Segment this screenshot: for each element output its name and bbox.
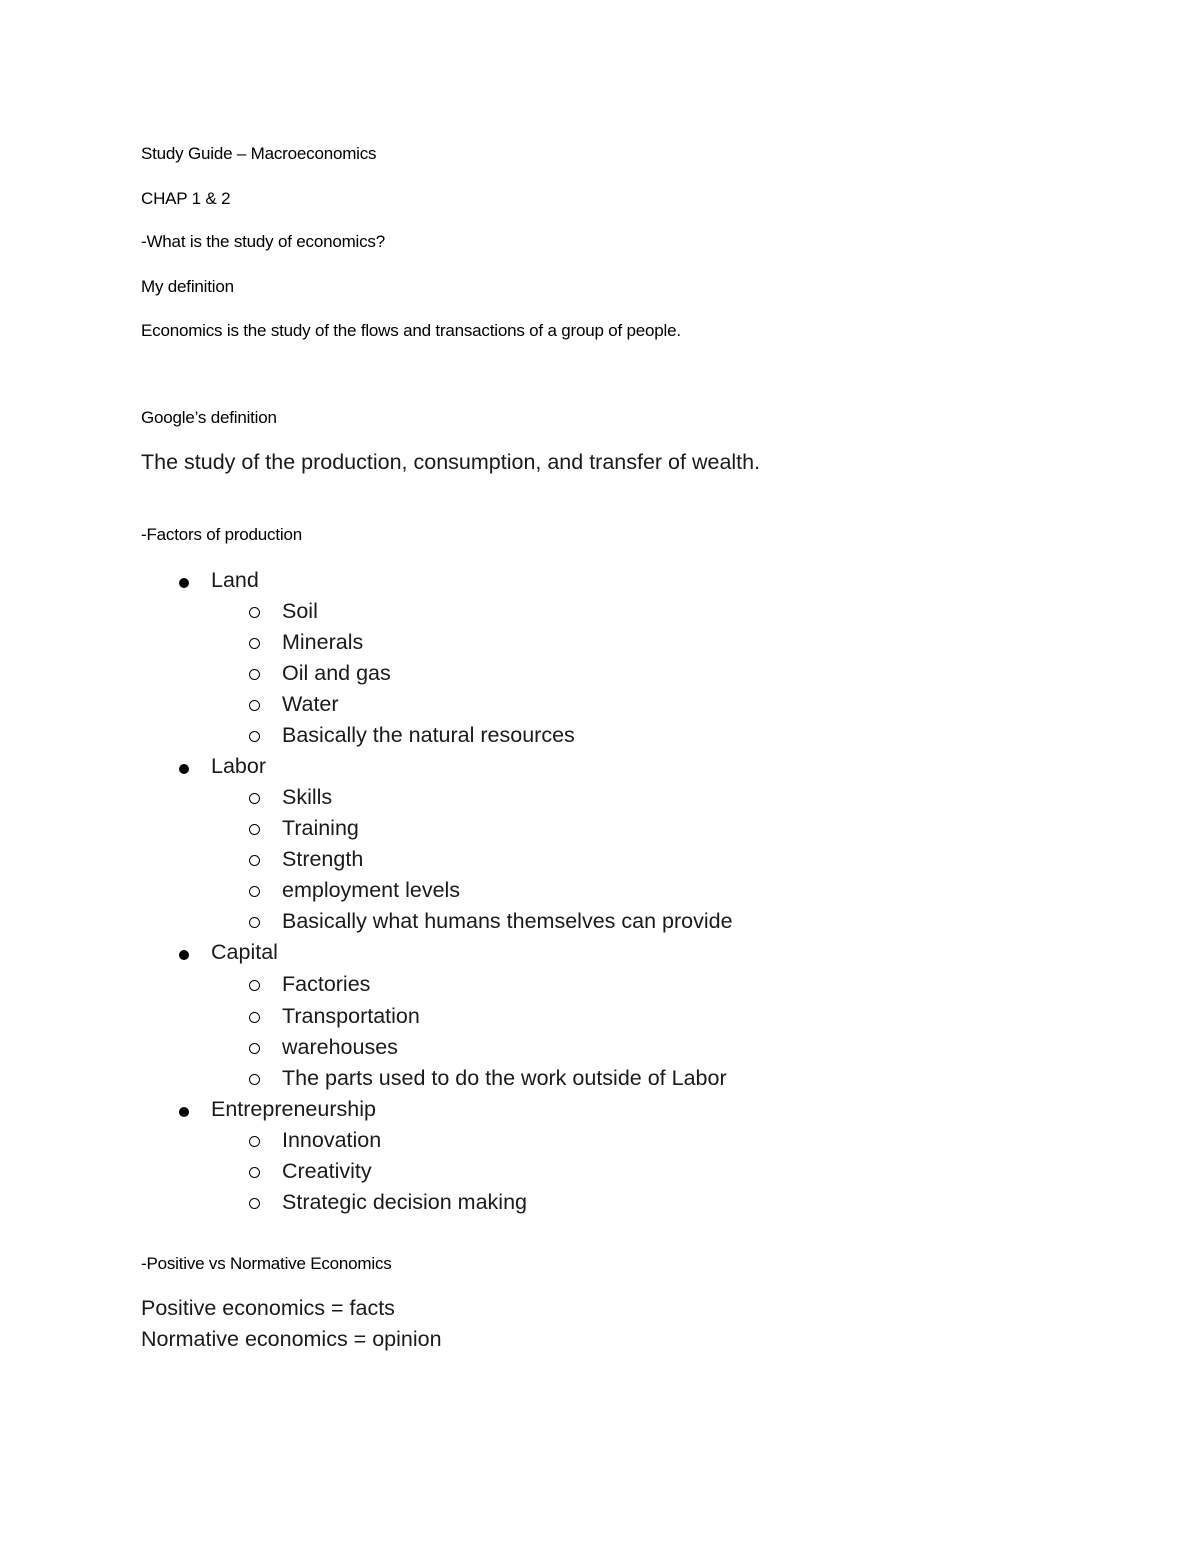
bullet-icon <box>179 1107 189 1117</box>
bullet-icon <box>179 764 189 774</box>
google-definition-text: The study of the production, consumption, and transfer of wealth. <box>141 450 761 474</box>
list-item: Water <box>282 692 339 716</box>
positive-economics-line: Positive economics = facts <box>141 1296 395 1320</box>
circle-bullet-icon <box>249 917 260 928</box>
circle-bullet-icon <box>249 731 260 742</box>
circle-bullet-icon <box>249 886 260 897</box>
list-item: Soil <box>282 599 318 623</box>
positive-normative-heading: -Positive vs Normative Economics <box>141 1254 392 1273</box>
list-item: Skills <box>282 785 333 809</box>
factor-land: Land <box>211 568 259 592</box>
list-item: warehouses <box>282 1035 398 1059</box>
circle-bullet-icon <box>249 607 260 618</box>
list-item: employment levels <box>282 878 461 902</box>
question-heading: -What is the study of economics? <box>141 232 385 251</box>
document-title: Study Guide – Macroeconomics <box>141 144 377 163</box>
circle-bullet-icon <box>249 1043 260 1054</box>
circle-bullet-icon <box>249 824 260 835</box>
circle-bullet-icon <box>249 700 260 711</box>
circle-bullet-icon <box>249 793 260 804</box>
circle-bullet-icon <box>249 1136 260 1147</box>
circle-bullet-icon <box>249 980 260 991</box>
list-item: Basically the natural resources <box>282 723 575 747</box>
list-item: Strength <box>282 847 364 871</box>
circle-bullet-icon <box>249 638 260 649</box>
list-item: Creativity <box>282 1159 372 1183</box>
list-item: Factories <box>282 972 371 996</box>
list-item: Training <box>282 816 359 840</box>
circle-bullet-icon <box>249 855 260 866</box>
normative-economics-line: Normative economics = opinion <box>141 1327 442 1351</box>
circle-bullet-icon <box>249 1198 260 1209</box>
factor-capital: Capital <box>211 940 278 964</box>
list-item: Innovation <box>282 1128 382 1152</box>
list-item: Minerals <box>282 630 364 654</box>
my-definition-heading: My definition <box>141 277 234 296</box>
factor-labor: Labor <box>211 754 266 778</box>
circle-bullet-icon <box>249 669 260 680</box>
list-item: Basically what humans themselves can provide <box>282 909 733 933</box>
factors-heading: -Factors of production <box>141 525 302 544</box>
google-definition-heading: Google’s definition <box>141 408 277 427</box>
my-definition-text: Economics is the study of the flows and transactions of a group of people. <box>141 321 681 340</box>
circle-bullet-icon <box>249 1012 260 1023</box>
bullet-icon <box>179 578 189 588</box>
bullet-icon <box>179 950 189 960</box>
list-item: Oil and gas <box>282 661 391 685</box>
factor-entrepreneurship: Entrepreneurship <box>211 1097 376 1121</box>
circle-bullet-icon <box>249 1167 260 1178</box>
circle-bullet-icon <box>249 1074 260 1085</box>
list-item: Strategic decision making <box>282 1190 527 1214</box>
chapter-label: CHAP 1 & 2 <box>141 189 231 208</box>
list-item: Transportation <box>282 1004 420 1028</box>
list-item: The parts used to do the work outside of Labor <box>282 1066 727 1090</box>
